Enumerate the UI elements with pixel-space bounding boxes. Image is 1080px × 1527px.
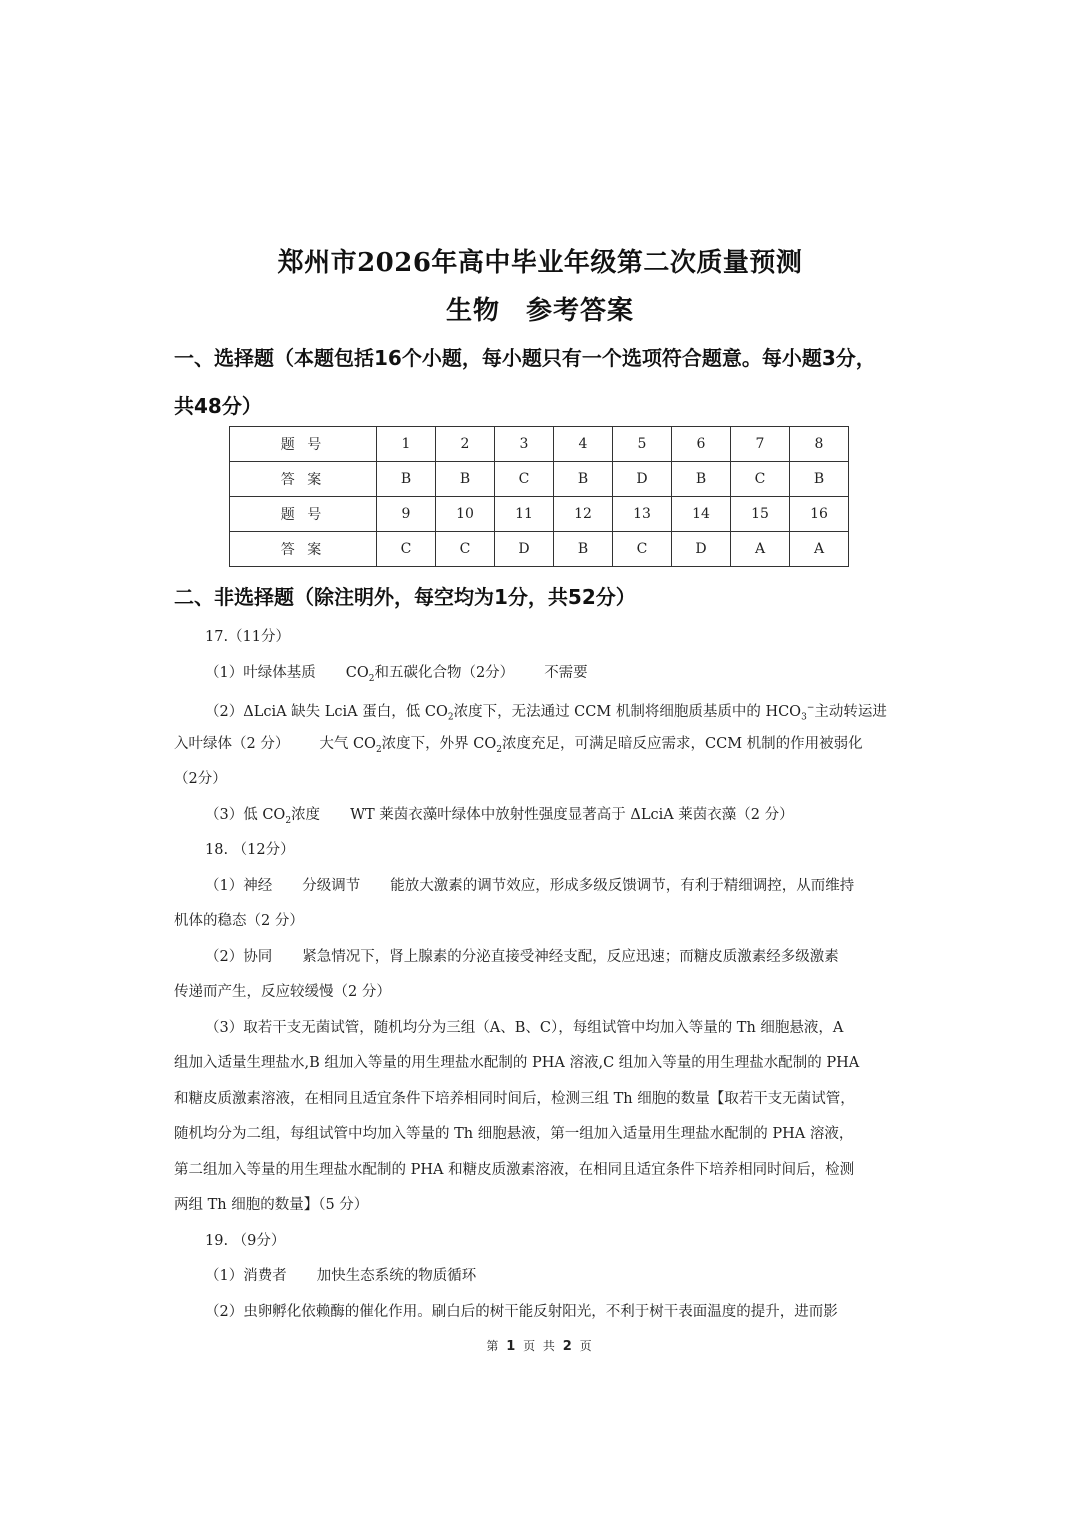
q18-part1-cont: 机体的稳态（2 分） bbox=[174, 913, 304, 929]
q19-heading: 19. （9分） bbox=[205, 1233, 286, 1249]
table-cell: A bbox=[731, 532, 790, 567]
table-cell: D bbox=[495, 532, 554, 567]
table-cell: 14 bbox=[672, 497, 731, 532]
q17-heading: 17.（11分） bbox=[205, 629, 291, 645]
q17-part3: （3）低 $CO_2$浓度 WT 莱茵衣藻叶绿体中放射性强度显著高于 ΔLciA 莱茵衣藻（2 分） bbox=[205, 807, 794, 826]
table-cell: C bbox=[613, 532, 672, 567]
answer-key-label: 参考答案 bbox=[526, 296, 635, 326]
table-row bbox=[230, 427, 849, 462]
q18-part3-cont: 和糖皮质激素溶液，在相同且适宜条件下培养相同时间后，检测三组 Th 细胞的数量【取若干支无菌试管， bbox=[174, 1091, 855, 1107]
table-cell: 6 bbox=[672, 427, 731, 462]
table-label-a: 答 案 bbox=[230, 462, 377, 497]
table-row bbox=[230, 497, 849, 532]
section2-heading: 二、非选择题（除注明外，每空均为1分，共52分） bbox=[174, 585, 636, 609]
table-row bbox=[230, 532, 849, 567]
table-cell: 3 bbox=[495, 427, 554, 462]
q18-part2-cont: 传递而产生，反应较缓慢（2 分） bbox=[174, 984, 391, 1000]
table-cell: 13 bbox=[613, 497, 672, 532]
table-cell: 8 bbox=[790, 427, 849, 462]
table-cell: 5 bbox=[613, 427, 672, 462]
q17-part1: （1）叶绿体基质 $CO_2$和五碳化合物（2分） 不需要 bbox=[205, 665, 588, 684]
table-cell: B bbox=[377, 462, 436, 497]
table-cell: B bbox=[554, 462, 613, 497]
subject-label: 生物 bbox=[445, 296, 500, 326]
table-cell: D bbox=[613, 462, 672, 497]
table-label-q: 题 号 bbox=[230, 427, 377, 462]
q17-part2-score: （2分） bbox=[174, 771, 227, 787]
table-cell: B bbox=[436, 462, 495, 497]
page-footer: 第 1 页 共 2 页 bbox=[486, 1339, 594, 1354]
page-subtitle bbox=[0, 290, 1080, 327]
table-cell: 16 bbox=[790, 497, 849, 532]
q18-part3-cont: 组加入适量生理盐水,B 组加入等量的用生理盐水配制的 PHA 溶液,C 组加入等量的用生理盐水配制的 PHA bbox=[174, 1055, 860, 1071]
q18-part1: （1）神经 分级调节 能放大激素的调节效应，形成多级反馈调节，有利于精细调控，从而维持 bbox=[205, 878, 855, 894]
table-cell: C bbox=[377, 532, 436, 567]
table-cell: 12 bbox=[554, 497, 613, 532]
table-cell: 2 bbox=[436, 427, 495, 462]
section1-heading: 一、选择题（本题包括16个小题，每小题只有一个选项符合题意。每小题3分， bbox=[174, 346, 876, 370]
page-number: 1 bbox=[506, 1339, 518, 1354]
table-cell: C bbox=[731, 462, 790, 497]
page-total: 2 bbox=[562, 1339, 574, 1354]
table-cell: 9 bbox=[377, 497, 436, 532]
table-cell: D bbox=[672, 532, 731, 567]
answer-table bbox=[229, 426, 849, 567]
table-cell: A bbox=[790, 532, 849, 567]
q18-part3-cont: 两组 Th 细胞的数量】（5 分） bbox=[174, 1197, 369, 1213]
table-cell: 15 bbox=[731, 497, 790, 532]
q18-part3: （3）取若干支无菌试管，随机均分为三组（A、B、C），每组试管中均加入等量的 Th 细胞悬液，A bbox=[205, 1020, 844, 1036]
table-cell: 4 bbox=[554, 427, 613, 462]
table-cell: C bbox=[495, 462, 554, 497]
table-row bbox=[230, 462, 849, 497]
q18-heading: 18. （12分） bbox=[205, 842, 295, 858]
table-cell: 7 bbox=[731, 427, 790, 462]
table-cell: 10 bbox=[436, 497, 495, 532]
q19-part2: （2）虫卵孵化依赖酶的催化作用。刷白后的树干能反射阳光，不利于树干表面温度的提升，进而影 bbox=[205, 1304, 838, 1320]
q18-part3-cont: 第二组加入等量的用生理盐水配制的 PHA 和糖皮质激素溶液，在相同且适宜条件下培养相同时间后，检测 bbox=[174, 1162, 855, 1178]
q17-part2-cont: 入叶绿体（2 分） 大气 $CO_2$浓度下，外界 $CO_2$浓度充足，可满足暗反应需求，CCM 机制的作用被弱化 bbox=[174, 736, 863, 755]
section1-heading-cont: 共48分） bbox=[174, 394, 262, 418]
q18-part3-cont: 随机均分为二组，每组试管中均加入等量的 Th 细胞悬液，第一组加入适量用生理盐水配制的 PHA 溶液， bbox=[174, 1126, 854, 1142]
table-cell: 11 bbox=[495, 497, 554, 532]
table-label-a: 答 案 bbox=[230, 532, 377, 567]
q19-part1: （1）消费者 加快生态系统的物质循环 bbox=[205, 1268, 477, 1284]
q18-part2: （2）协同 紧急情况下，肾上腺素的分泌直接受神经支配，反应迅速；而糖皮质激素经多级激素 bbox=[205, 949, 839, 965]
q17-part2: （2）ΔLciA 缺失 LciA 蛋白，低 $CO_2$浓度下，无法通过 CCM 机制将细胞质基质中的 $HCO_3^-$主动转运进 bbox=[205, 703, 887, 723]
page-title: 郑州市2026年高中毕业年级第二次质量预测 bbox=[277, 248, 803, 278]
table-cell: C bbox=[436, 532, 495, 567]
table-cell: B bbox=[790, 462, 849, 497]
table-cell: B bbox=[554, 532, 613, 567]
table-label-q: 题 号 bbox=[230, 497, 377, 532]
table-cell: 1 bbox=[377, 427, 436, 462]
table-cell: B bbox=[672, 462, 731, 497]
